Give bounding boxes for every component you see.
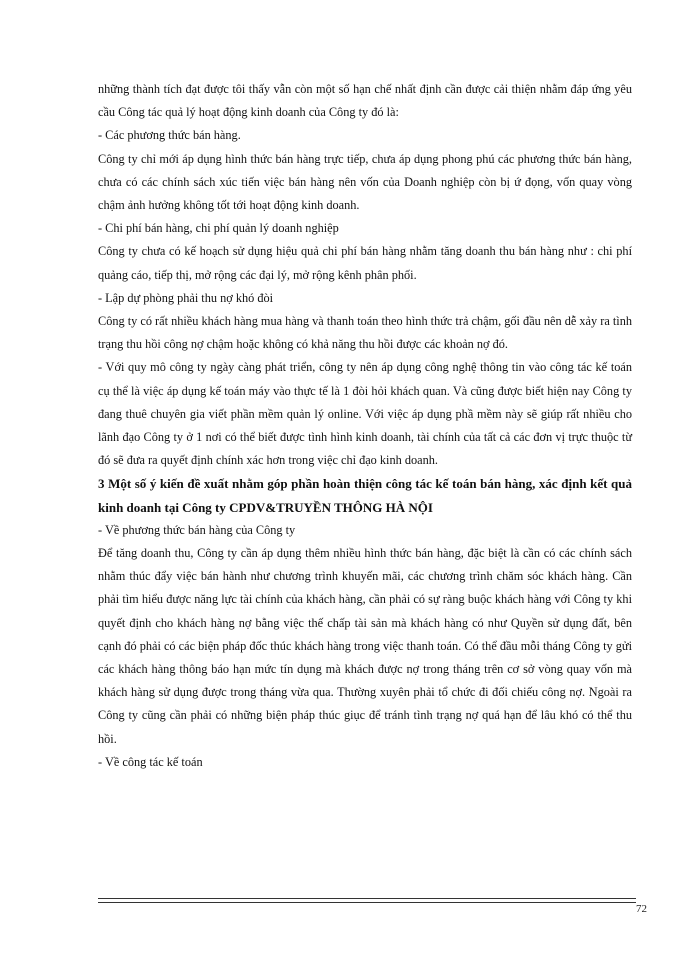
page-number: 72: [636, 903, 647, 915]
paragraph: Công ty chưa có kế hoạch sử dụng hiệu quả chi phí bán hàng nhằm tăng doanh thu bán hàng như : chi phí quảng cáo, tiếp thị, mở rộng các đại lý, mở rộng kênh phân phối.: [98, 244, 632, 282]
footer-rule: [98, 898, 636, 903]
paragraph: Công ty chỉ mới áp dụng hình thức bán hàng trực tiếp, chưa áp dụng phong phú các phương thức bán hàng, chưa có các chính sách xúc tiến việc bán hàng nên vốn của Doanh nghiệp còn bị ứ đọng, vốn quay vòng chậm ảnh hưởng không tốt tới hoạt động kinh doanh.: [98, 151, 632, 213]
paragraph: - Về công tác kế toán: [98, 754, 203, 769]
paragraph: - Chi phí bán hàng, chi phí quản lý doanh nghiệp: [98, 221, 339, 236]
paragraph: - Với quy mô công ty ngày càng phát triển, công ty nên áp dụng công nghệ thông tin vào công tác kế toán cụ thể là việc áp dụng kế toán máy vào thực tế là 1 đòi hỏi khách quan. Và cũng được biết hiện nay Công ty đang thuê chuyên gia viết phần mềm quản lý online. Với việc áp dụng phầ mềm này sẽ giúp rất nhiều cho lãnh đạo Công ty ở 1 nơi có thể biết được tình hình kinh doanh, tài chính của tất cả các đơn vị trực thuộc từ đó sẽ đưa ra quyết định chính xác hơn trong việc chỉ đạo kinh doanh.: [98, 360, 632, 468]
paragraph: Công ty có rất nhiều khách hàng mua hàng và thanh toán theo hình thức trả chậm, gối đầu nên dễ xảy ra tình trạng thu hồi công nợ chậm hoặc không có khả năng thu hồi được các khoản nợ đó.: [98, 314, 632, 352]
body-text: [98, 78, 632, 774]
paragraph: - Các phương thức bán hàng.: [98, 128, 241, 143]
paragraph: - Về phương thức bán hàng của Công ty: [98, 522, 296, 537]
section-heading: 3 Một số ý kiến đề xuất nhằm góp phần hoàn thiện công tác kế toán bán hàng, xác định kết quả kinh doanh tại Công ty CPDV&TRUYỀN THÔNG HÀ NỘI: [98, 476, 632, 515]
paragraph: những thành tích đạt được tôi thấy vẫn còn một số hạn chế nhất định cần được cải thiện nhằm đáp ứng yêu cầu Công tác quả lý hoạt động kinh doanh của Công ty đó là:: [98, 82, 632, 120]
paragraph: - Lập dự phòng phải thu nợ khó đòi: [98, 290, 274, 305]
paragraph: Để tăng doanh thu, Công ty cần áp dụng thêm nhiều hình thức bán hàng, đặc biệt là cần có các chính sách nhằm thúc đẩy việc bán hành như chương trình khuyến mãi, các chương trình chăm sóc khách hàng. Cần phải tìm hiểu được năng lực tài chính của khách hàng, cần phải có sự ràng buộc khách hàng với Công ty khi quyết định cho khách hàng nợ bằng việc thế chấp tài sản mà khách hàng có như Quyền sử dụng đất, bên cạnh đó phải có các biện pháp đốc thúc khách hàng trong việc thanh toán. Có thể đầu mỗi tháng Công ty gửi các khách hàng thông báo hạn mức tín dụng mà khách được nợ trong tháng trên cơ sở vòng quay vốn mà khách hàng sử dụng được trong tháng vừa qua. Thường xuyên phải tổ chức đi đối chiếu công nợ. Ngoài ra Công ty cũng cần phải có những biện pháp thúc giục để tránh tình trạng nợ quá hạn để lâu khó có thể thu hồi.: [98, 546, 632, 746]
